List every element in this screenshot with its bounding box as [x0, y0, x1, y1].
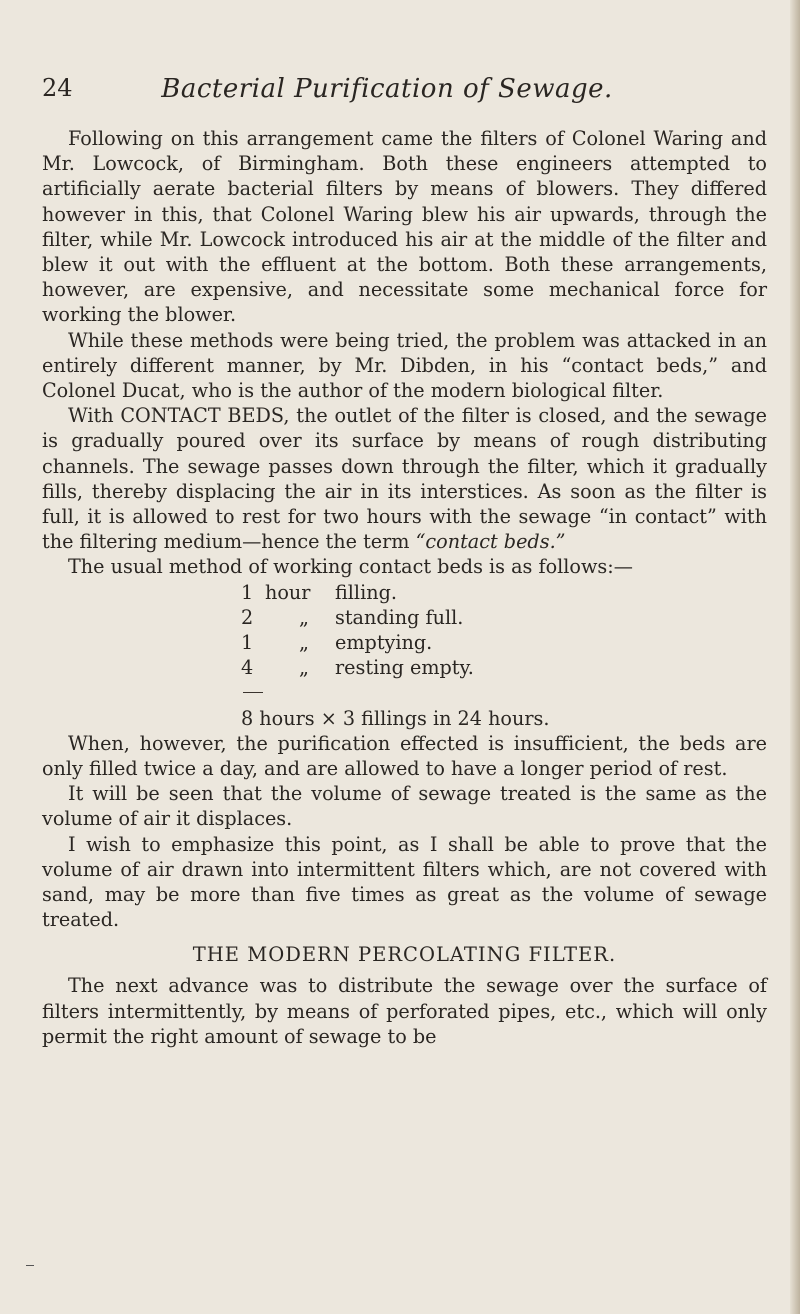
- schedule-row: [241, 630, 767, 655]
- contact-beds-term: “contact beds.”: [415, 530, 566, 554]
- paragraph-volume: It will be seen that the volume of sewage treated is the same as the volume of air it displaces.: [42, 782, 767, 831]
- paragraph-emphasize: I wish to emphasize this point, as I shall be able to prove that the volume of air drawn into intermittent filters which, are not covered with sand, may be more than five times as great as the volume of sewage treated.: [42, 832, 767, 932]
- schedule-hours: 1: [241, 631, 254, 655]
- schedule-ditto: „: [299, 656, 309, 680]
- schedule-unit: hour: [265, 580, 311, 604]
- schedule-ditto: „: [299, 605, 309, 629]
- section-heading: THE MODERN PERCOLATING FILTER.: [192, 943, 617, 967]
- schedule-row: [241, 655, 767, 680]
- schedule-row: [241, 605, 767, 630]
- running-head: Bacterial Purification of Sewage.: [161, 74, 613, 104]
- schedule-hours: 1: [241, 580, 254, 604]
- schedule-total: 8 hours × 3 fillings in 24 hours.: [241, 706, 550, 730]
- page-edge: [790, 0, 800, 1314]
- paragraph-usual-method: The usual method of working contact beds is as follows:—: [68, 555, 633, 579]
- sum-rule: [241, 680, 767, 705]
- page-number: 24: [42, 74, 73, 102]
- schedule-activity: resting empty.: [335, 656, 474, 680]
- schedule-activity: filling.: [335, 580, 397, 604]
- schedule-activity: standing full.: [335, 605, 464, 629]
- paragraph-next-advance: The next advance was to distribute the sewage over the surface of filters intermittently, by means of perforated pipes, etc., which will only permit the right amount of sewage to be: [42, 974, 767, 1048]
- schedule-row: [241, 580, 767, 605]
- contact-beds-text: With CONTACT BEDS, the outlet of the filter is closed, and the sewage is gradually poured over its surface by means of rough distributing channels. The sewage passes down through the filter, which it gradually fills, thereby displacing the air in its interstices. As soon as the filter is full, it is allowed to rest for two hours with the sewage “in contact” with the filtering medium—hence the term: [42, 404, 767, 554]
- paragraph-contact-beds: [42, 403, 767, 554]
- page-header: [42, 74, 732, 114]
- body-text: [42, 126, 767, 1049]
- margin-mark: [26, 1265, 34, 1266]
- schedule-hours: 4: [241, 656, 254, 680]
- schedule-hours: 2: [241, 605, 254, 629]
- working-schedule: [241, 580, 767, 731]
- paragraph-waring-lowcock: Following on this arrangement came the filters of Colonel Waring and Mr. Lowcock, of Birmingham. Both these engineers attempted to artificially aerate bacterial filters by means of blowers. They differed however in this, that Colonel Waring blew his air upwards, through the filter, while Mr. Lowcock introduced his air at the middle of the filter and blew it out with the effluent at the bottom. Both these arrangements, however, are expensive, and necessitate some mechanical force for working the blower.: [42, 127, 767, 327]
- schedule-ditto: „: [299, 631, 309, 655]
- paragraph-insufficient: When, however, the purification effected is insufficient, the beds are only filled twice a day, and are allowed to have a longer period of rest.: [42, 731, 767, 780]
- paragraph-dibden-ducat: While these methods were being tried, the problem was attacked in an entirely different manner, by Mr. Dibden, in his “contact beds,” and Colonel Ducat, who is the author of the modern biological filter.: [42, 328, 767, 403]
- schedule-activity: emptying.: [335, 631, 433, 655]
